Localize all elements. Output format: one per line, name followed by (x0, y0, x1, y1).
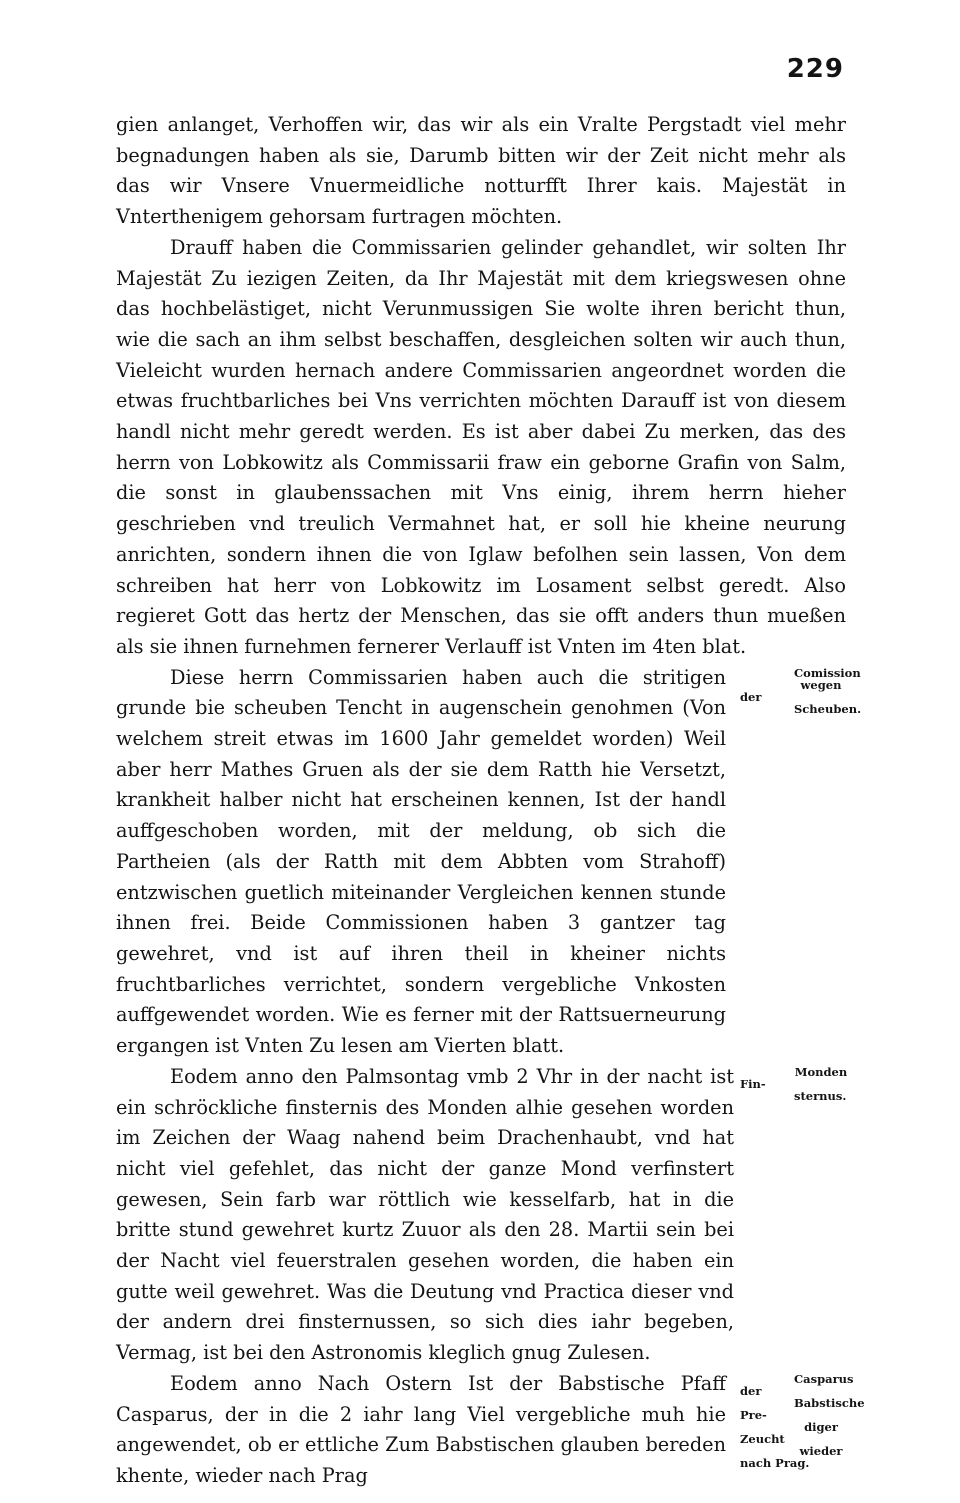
marginal-note-line: Comission (794, 665, 861, 680)
body-text (116, 110, 865, 1492)
marginal-note-line: diger Zeucht (740, 1419, 838, 1446)
marginal-note-line: wegen der (740, 677, 842, 704)
paragraph-5: Eodem anno Nach Ostern Ist der Babstische Pfaff Casparus, der in die 2 iahr lang Viel vergebliche muh hie angewendet, ob er ettliche Zum Babstischen glauben bereden khente, wieder nach Prag (116, 1371, 726, 1487)
marginal-note-line: Casparus der (740, 1371, 854, 1398)
paragraph-3-block (116, 663, 862, 1062)
marginal-note-line: sternus. (794, 1088, 847, 1103)
paragraph-5-block (116, 1369, 865, 1492)
page-number: 229 (786, 54, 844, 84)
marginal-note-casparus (740, 1371, 865, 1470)
marginal-note-eclipse (740, 1066, 848, 1102)
paragraph-2: Drauff haben die Commissarien gelinder gehandlet, wir solten Ihr Majestät Zu iezigen Zeiten, da Ihr Majestät mit dem kriegswesen ohne das hochbelästiget, nicht Verunmussigen Sie wolte ihren bericht thun, wie die sach an ihm selbst beschaffen, desgleichen solten wir auch thun, Vieleicht wurden hernach andere Commissarien angeordnet worden die etwas fruchtbarliches bei Vns verrichten möchten Darauff ist von diesem handl nicht mehr geredt werden. Es ist aber dabei Zu merken, das des herrn von Lobkowitz als Commissarii fraw ein geborne Grafin von Salm, die sonst in glaubenssachen mit Vns einig, ihrem herrn hieher geschrieben vnd treulich Vermahnet hat, er soll hie kheine neurung anrichten, sondern ihnen die von Iglaw befolhen sein lassen, Von dem schreiben hat herr von Lobkowitz im Losament selbst geredt. Also regieret Gott das hertz der Menschen, das sie offt anders thun mueßen als sie ihnen furnehmen fernerer Verlauff ist Vnten im 4ten blat. (116, 235, 846, 658)
paragraph-1: gien anlanget, Verhoffen wir, das wir als ein Vralte Pergstadt viel mehr begnadungen haben als sie, Darumb bitten wir der Zeit nicht mehr als das wir Vnsere Vnuermeidliche notturfft Ihrer kais. Majestät in Vnterthenigem gehorsam furtragen möchten. (116, 113, 846, 229)
paragraph-3: Diese herrn Commissarien haben auch die stritigen grunde bie scheuben Tencht in augenschein genohmen (Von welchem streit etwas im 1600 Jahr gemeldet worden) Weil aber herr Mathes Gruen als der sie dem Ratth hie Versetzt, krankheit halber nicht hat erscheinen kennen, Ist der handl auffgeschoben worden, mit der meldung, ob sich die Partheien (als der Ratth mit dem Abbten vom Strahoff) entzwischen guetlich miteinander Vergleichen kennen stunde ihnen frei. Beide Commissionen haben 3 gantzer tag gewehret, vnd ist auf ihren theil in kheiner nichts fruchtbarliches verrichtet, sondern vergebliche Vnkosten auffgewendet worden. Wie es ferner mit der Rattsuerneurung ergangen ist Vnten Zu lesen am Vierten blatt. (116, 665, 726, 1058)
marginal-note-line: wieder nach Prag. (740, 1443, 843, 1470)
marginal-note-line: Monden Fin- (740, 1064, 848, 1091)
paragraph-4-block (116, 1062, 846, 1369)
marginal-note-commission (740, 665, 862, 716)
paragraph-4: Eodem anno den Palmsontag vmb 2 Vhr in der nacht ist ein schröckliche finsternis des Monden alhie gesehen worden im Zeichen der Waag nahend beim Drachenhaubt, vnd hat nicht viel gefehlet, das nicht der ganze Mond verfinstert gewesen, Sein farb war röttlich wie kesselfarb, hat in die britte stund gewehret kurtz Zuuor als den 28. Martii sein bei der Nacht viel feuerstralen gesehen worden, die haben ein gutte weil gewehret. Was die Deutung vnd Practica dieser vnd der andern drei finsternussen, so sich dies iahr begeben, Vermag, ist bei den Astronomis kleglich gnug Zulesen. (116, 1064, 734, 1365)
marginal-note-line: Scheuben. (794, 701, 862, 716)
marginal-note-line: Babstische Pre- (740, 1395, 865, 1422)
